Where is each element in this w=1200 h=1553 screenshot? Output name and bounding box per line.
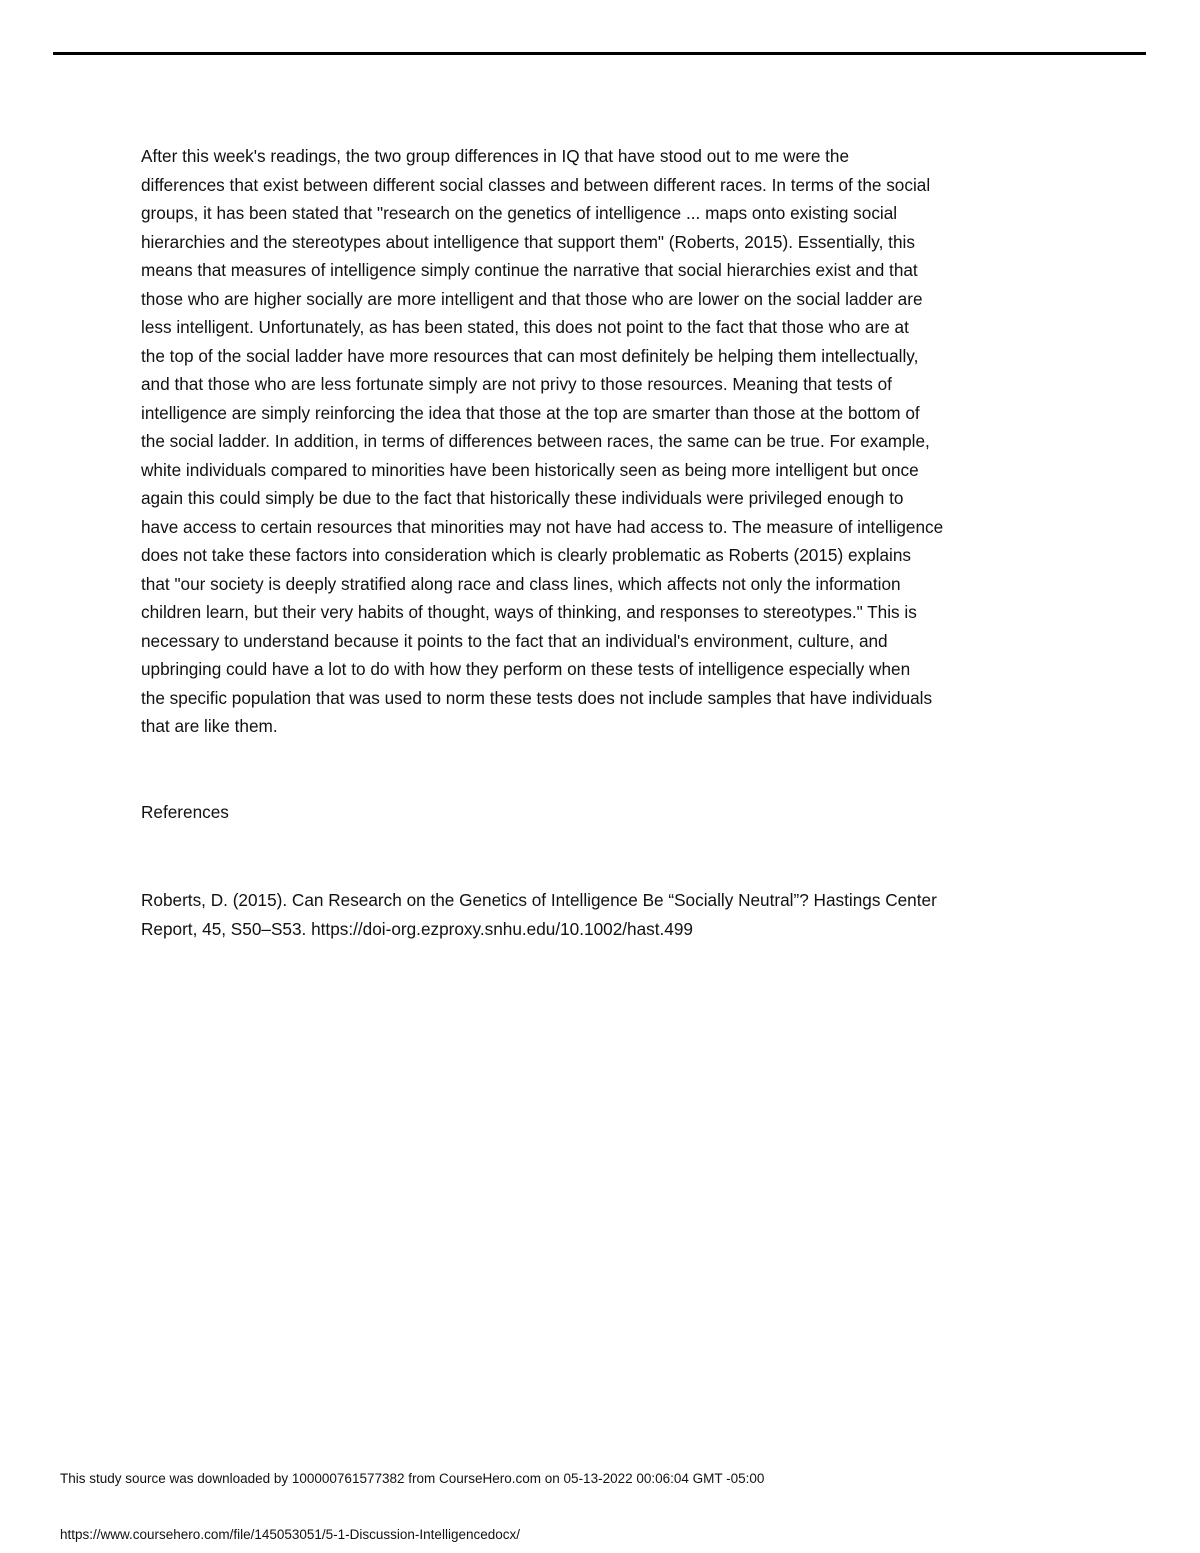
body-line: the specific population that was used to norm these tests does not include samples that have individuals	[141, 687, 933, 708]
body-line: and that those who are less fortunate simply are not privy to those resources. Meaning that tests of	[141, 374, 892, 394]
top-horizontal-rule	[53, 52, 1146, 55]
source-url-link[interactable]: https://www.coursehero.com/file/145053051/5-1-Discussion-Intelligencedocx/	[60, 1527, 520, 1542]
body-line: again this could simply be due to the fact that historically these individuals were privileged enough to	[141, 488, 904, 508]
body-line: less intelligent. Unfortunately, as has been stated, this does not point to the fact that those who are at	[141, 317, 909, 337]
body-line: children learn, but their very habits of thought, ways of thinking, and responses to stereotypes." This is	[141, 602, 917, 622]
body-line: white individuals compared to minorities have been historically seen as being more intelligent but once	[141, 459, 919, 480]
body-paragraph	[141, 142, 1066, 741]
download-notice: This study source was downloaded by 100000761577382 from CourseHero.com on 05-13-2022 00:06:04 GMT -05:00	[60, 1471, 765, 1486]
body-line: does not take these factors into consideration which is clearly problematic as Roberts (2015) explains	[141, 545, 912, 565]
body-line: means that measures of intelligence simply continue the narrative that social hierarchies exist and that	[141, 260, 918, 280]
body-line: that are like them.	[141, 716, 278, 736]
body-line: differences that exist between different social classes and between different races. In terms of the social	[141, 174, 931, 195]
body-line: the social ladder. In addition, in terms of differences between races, the same can be true. For example,	[141, 431, 930, 451]
body-line: the top of the social ladder have more resources that can most definitely be helping them intellectually,	[141, 345, 919, 366]
body-line: upbringing could have a lot to do with how they perform on these tests of intelligence especially when	[141, 659, 911, 679]
body-line: necessary to understand because it points to the fact that an individual's environment, culture, and	[141, 630, 888, 651]
document-content	[141, 142, 1066, 939]
body-line: that "our society is deeply stratified along race and class lines, which affects not only the information	[141, 573, 901, 594]
body-line: have access to certain resources that minorities may not have had access to. The measure of intelligence	[141, 516, 944, 537]
body-line: intelligence are simply reinforcing the idea that those at the top are smarter than those at the bottom of	[141, 402, 920, 423]
references-heading: References	[141, 802, 229, 822]
reference-entry	[141, 886, 937, 943]
reference-line: Roberts, D. (2015). Can Research on the Genetics of Intelligence Be “Socially Neutral”? Hastings Center	[141, 890, 937, 910]
reference-line: Report, 45, S50–S53. https://doi-org.ezproxy.snhu.edu/10.1002/hast.499	[141, 918, 693, 939]
body-line: After this week's readings, the two group differences in IQ that have stood out to me were the	[141, 146, 850, 166]
body-line: those who are higher socially are more intelligent and that those who are lower on the social ladder are	[141, 288, 923, 309]
body-line: hierarchies and the stereotypes about intelligence that support them" (Roberts, 2015). Essentially, this	[141, 231, 915, 252]
body-line: groups, it has been stated that "research on the genetics of intelligence ... maps onto existing social	[141, 203, 898, 223]
